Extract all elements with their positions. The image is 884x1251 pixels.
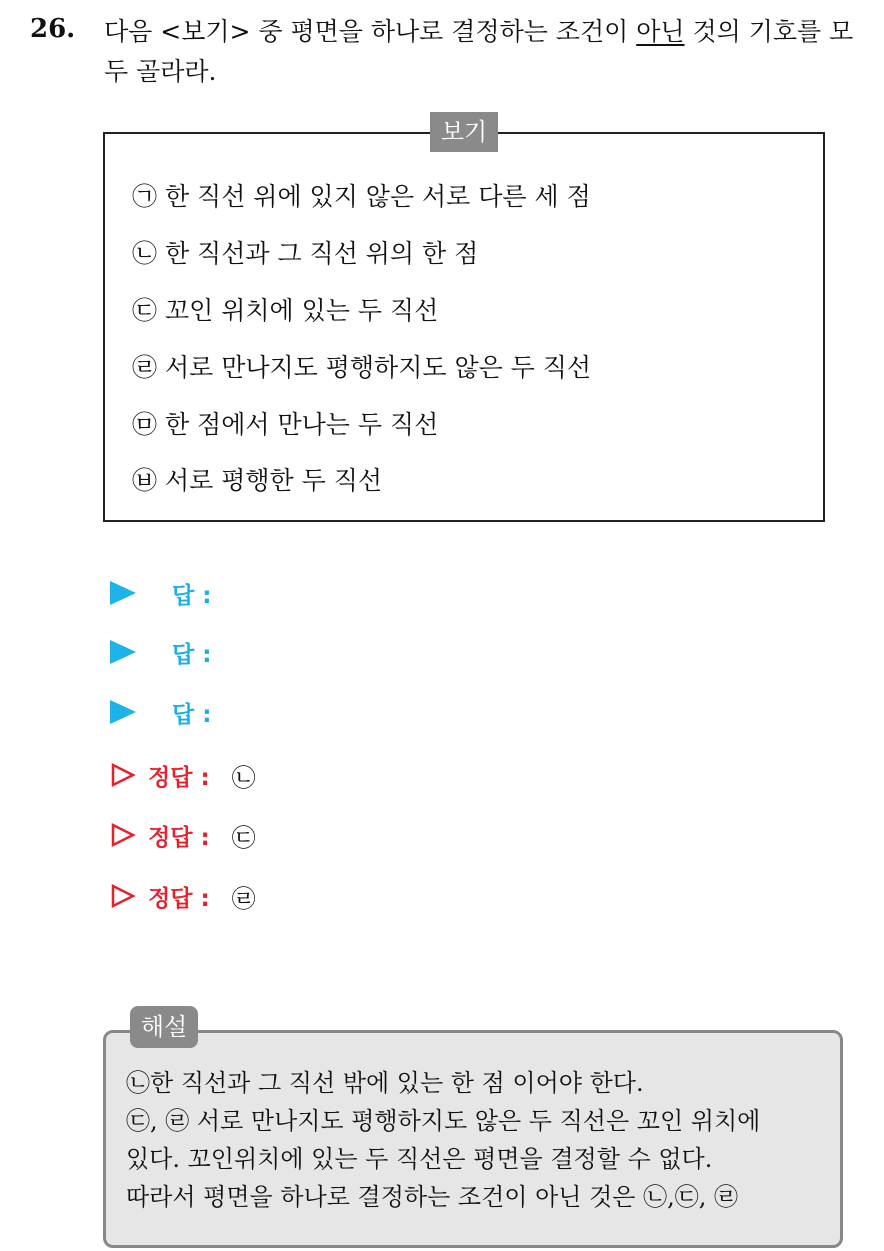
question-text [104, 12, 874, 92]
solution-text [126, 1064, 836, 1216]
answer-label: 답 : [172, 701, 212, 728]
play-triangle-icon [110, 581, 136, 605]
correct-value: ㉢ [231, 823, 256, 852]
bogi-item-3: ㉢ 꼬인 위치에 있는 두 직선 [132, 296, 439, 325]
play-triangle-icon [110, 640, 136, 664]
outline-triangle-icon [110, 883, 136, 909]
play-triangle-icon [110, 700, 136, 724]
solution-line-4: 따라서 평면을 하나로 결정하는 조건이 아닌 것은 ㉡,㉢, ㉣ [126, 1183, 738, 1211]
bogi-item-5: ㉤ 한 점에서 만나는 두 직선 [132, 410, 439, 439]
answer-label: 답 : [172, 641, 212, 668]
solution-line-1: ㉡한 직선과 그 직선 밖에 있는 한 점 이어야 한다. [126, 1069, 644, 1097]
solution-line-3: 있다. 꼬인위치에 있는 두 직선은 평면을 결정할 수 없다. [126, 1145, 713, 1173]
correct-value: ㉣ [231, 884, 256, 913]
bogi-title: 보기 [430, 112, 498, 152]
question-number: 26. [30, 14, 76, 44]
bogi-item-4: ㉣ 서로 만나지도 평행하지도 않은 두 직선 [132, 353, 592, 382]
question-text-before: 다음 <보기> 중 평면을 하나로 결정하는 조건이 [104, 17, 637, 46]
bogi-item-2: ㉡ 한 직선과 그 직선 위의 한 점 [132, 239, 479, 268]
solution-title: 해설 [130, 1006, 198, 1048]
outline-triangle-icon [110, 822, 136, 848]
bogi-item-1: ㉠ 한 직선 위에 있지 않은 서로 다른 세 점 [132, 182, 591, 211]
question-text-after: 것의 기호를 모두 골라라. [104, 17, 854, 86]
answer-blank-3 [110, 697, 211, 727]
answer-blank-2 [110, 637, 211, 667]
correct-answer-1 [110, 760, 256, 790]
correct-label: 정답 : [148, 885, 210, 912]
question-underlined-word: 아닌 [636, 17, 685, 46]
answer-blank-1 [110, 578, 211, 608]
correct-value: ㉡ [231, 763, 256, 792]
solution-line-2: ㉢, ㉣ 서로 만나지도 평행하지도 않은 두 직선은 꼬인 위치에 [126, 1107, 761, 1135]
correct-answer-2 [110, 820, 256, 850]
correct-label: 정답 : [148, 764, 210, 791]
correct-label: 정답 : [148, 824, 210, 851]
bogi-item-6: ㉥ 서로 평행한 두 직선 [132, 466, 382, 495]
outline-triangle-icon [110, 762, 136, 788]
answer-label: 답 : [172, 582, 212, 609]
correct-answer-3 [110, 881, 256, 911]
